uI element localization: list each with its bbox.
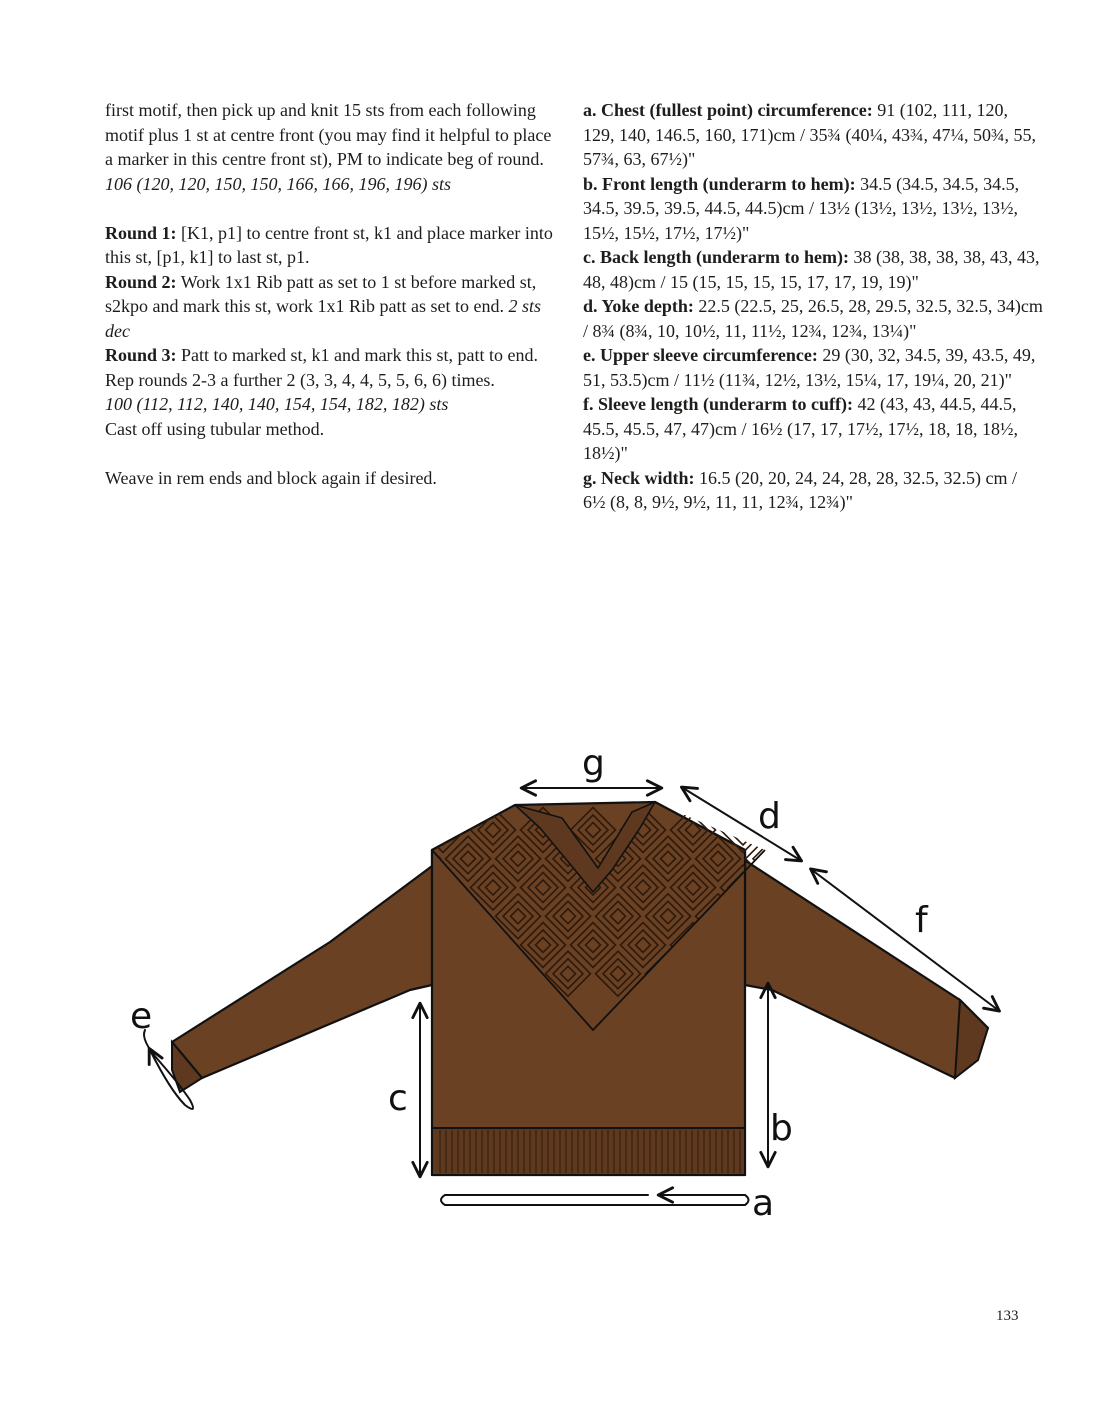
yoke-motif-ring <box>828 873 858 903</box>
measurement-d <box>583 294 1043 343</box>
yoke-motif-ring <box>936 823 951 838</box>
measurement-label: b. Front length (underarm to hem): <box>583 173 856 194</box>
yoke-motif-ring <box>311 909 326 924</box>
yoke-motif-ring <box>328 815 358 845</box>
measurement-label: d. Yoke depth: <box>583 296 694 316</box>
yoke-motif-ring <box>361 851 376 866</box>
yoke-motif-ring <box>903 844 933 874</box>
yoke-motif-ring <box>778 815 808 845</box>
round-2-text: Work 1x1 Rib patt as set to 1 st before marked st, s2kpo and mark this st, work 1x1 Rib patt as set to end. <box>105 271 537 316</box>
yoke-motif-ring <box>321 808 366 853</box>
yoke-motif-ring <box>871 808 916 853</box>
measurement-label: c. Back length (underarm to hem): <box>583 247 849 267</box>
yoke-motif-ring <box>821 808 866 853</box>
yoke-motif-ring <box>328 873 358 903</box>
weave-text: Weave in rem ends and block again if desired. <box>105 467 437 488</box>
round-2-label: Round 2: <box>105 271 177 292</box>
yoke-motif-ring <box>953 959 983 989</box>
yoke-motif-ring <box>811 851 826 866</box>
yoke-motif-ring <box>878 873 908 903</box>
yoke-motif-ring <box>911 851 926 866</box>
yoke-motif-ring <box>936 880 951 895</box>
yoke-motif-ring <box>321 865 366 910</box>
measurement-value: 22.5 (22.5, 25, 26.5, 28, 29.5, 32.5, 32.5, 34)cm / 8¾ (8¾, 10, 10½, 11, 11½, 12¾, 12¾, 13¼)" <box>583 296 1043 341</box>
measurement-value: 91 (102, 111, 120, 129, 140, 146.5, 160, 171)cm / 35¾ (40¼, 43¾, 47¼, 50¾, 55, 57¾, 63, 67½)" <box>583 100 1036 169</box>
label-c: c <box>388 1078 408 1119</box>
round-1 <box>105 221 555 270</box>
label-b: b <box>770 1108 793 1149</box>
measurement-value: 42 (43, 43, 44.5, 44.5, 45.5, 45.5, 47, 47)cm / 16½ (17, 17, 17½, 17½, 18, 18, 18½, 18½)" <box>583 394 1018 463</box>
yoke-motif-ring <box>286 823 301 838</box>
yoke-motif-ring <box>271 865 316 910</box>
round-2-note: 2 sts dec <box>105 296 541 341</box>
yoke-motif-ring <box>936 938 951 953</box>
yoke-motif-ring <box>961 909 976 924</box>
measurement-label: e. Upper sleeve circumference: <box>583 345 818 365</box>
measurement-f <box>583 392 1043 466</box>
yoke-motif-ring <box>411 851 426 866</box>
yoke-motif-ring <box>303 844 333 874</box>
yoke-motif-ring <box>896 836 941 881</box>
yoke-motif-ring <box>928 873 958 903</box>
measurement-c <box>583 245 1043 294</box>
measurement-label: f. Sleeve length (underarm to cuff): <box>583 394 853 414</box>
round-1-label: Round 1: <box>105 222 177 243</box>
round-2 <box>105 270 555 344</box>
intro-stitch-count: 106 (120, 120, 150, 150, 166, 166, 196, 196) sts <box>105 173 451 194</box>
measurement-label: g. Neck width: <box>583 467 695 488</box>
label-d: d <box>758 796 781 837</box>
yoke-motif-ring <box>278 873 308 903</box>
yoke-motif-ring <box>828 815 858 845</box>
yoke-motif-ring <box>886 938 901 953</box>
yoke-motif-ring <box>271 808 316 853</box>
yoke-motif-ring <box>286 938 301 953</box>
round-1-text: [K1, p1] to centre front st, k1 and place marker into this st, [p1, k1] to last st, p1. <box>105 222 553 267</box>
yoke-motif-ring <box>928 930 958 960</box>
repeat-text: Rep rounds 2-3 a further 2 (3, 3, 4, 4, 5, 5, 6, 6) times. <box>105 369 495 390</box>
cast-off-text: Cast off using tubular method. <box>105 418 325 439</box>
yoke-motif-ring <box>803 844 833 874</box>
arrow-a <box>441 1195 749 1205</box>
round-3-text: Patt to marked st, k1 and mark this st, patt to end. <box>181 345 538 365</box>
measurement-a <box>583 98 1043 172</box>
right-cuff <box>955 1000 988 1078</box>
yoke-motif-ring <box>878 815 908 845</box>
yoke-motif-ring <box>296 836 341 881</box>
yoke-motif-ring <box>386 823 401 838</box>
measurement-value: 16.5 (20, 20, 24, 24, 28, 28, 32.5, 32.5) cm / 6½ (8, 8, 9½, 9½, 11, 11, 12¾, 12¾)" <box>583 467 1017 512</box>
measurements-list <box>583 98 1043 515</box>
label-g: g <box>582 743 605 784</box>
measurement-value: 38 (38, 38, 38, 38, 43, 43, 48, 48)cm / 15 (15, 15, 15, 15, 17, 17, 19, 19)" <box>583 247 1040 292</box>
yoke-motif-ring <box>871 865 916 910</box>
measurement-g <box>583 466 1043 515</box>
yoke-motif-ring <box>336 880 351 895</box>
yoke-motif-ring <box>303 901 333 931</box>
yoke-motif-ring <box>786 823 801 838</box>
yoke-motif-ring <box>928 815 958 845</box>
yoke-motif-ring <box>953 844 983 874</box>
yoke-motif-ring <box>371 808 416 853</box>
yoke-motif-ring <box>311 851 326 866</box>
intro-text: first motif, then pick up and knit 15 sts from each following motif plus 1 st at centre front (you may find it helpful to place a marker in this centre front st), PM to indicate beg of round. <box>105 100 552 169</box>
yoke-motif-ring <box>836 823 851 838</box>
yoke-motif-ring <box>821 865 866 910</box>
label-e: e <box>130 996 153 1037</box>
yoke-motif-ring <box>961 851 976 866</box>
repeat-stitch-count: 100 (112, 112, 140, 140, 154, 154, 182, 182) sts <box>105 394 449 414</box>
yoke-motif-ring <box>961 966 976 981</box>
measurement-e <box>583 343 1043 392</box>
yoke-motif-ring <box>946 951 991 996</box>
page-number: 133 <box>996 1308 1019 1324</box>
label-a: a <box>752 1183 775 1224</box>
measurement-b <box>583 172 1043 246</box>
measurement-value: 29 (30, 32, 34.5, 39, 43.5, 49, 51, 53.5)cm / 11½ (11¾, 12½, 13½, 15¼, 17, 19¼, 20, 21)" <box>583 345 1036 390</box>
yoke-motif-ring <box>336 823 351 838</box>
yoke-motif-ring <box>353 844 383 874</box>
yoke-motif-ring <box>346 836 391 881</box>
yoke-motif-ring <box>436 823 451 838</box>
yoke-motif-ring <box>378 815 408 845</box>
label-f: f <box>915 900 928 941</box>
sweater-illustration <box>172 802 991 1175</box>
yoke-motif-ring <box>921 808 966 853</box>
intro-paragraph <box>105 98 555 196</box>
yoke-motif-ring <box>861 851 876 866</box>
yoke-motif-ring <box>953 901 983 931</box>
yoke-motif-ring <box>286 880 301 895</box>
measurement-value: 34.5 (34.5, 34.5, 34.5, 34.5, 39.5, 39.5, 44.5, 44.5)cm / 13½ (13½, 13½, 13½, 13½, 15½, 15½, 17½, 17½)" <box>583 173 1020 243</box>
round-3-label: Round 3: <box>105 345 177 365</box>
yoke-motif-ring <box>846 836 891 881</box>
yoke-motif-ring <box>296 894 341 939</box>
yoke-motif-ring <box>946 894 991 939</box>
yoke-motif-ring <box>946 836 991 881</box>
yoke-motif-ring <box>853 844 883 874</box>
round-3 <box>105 343 555 368</box>
yoke-motif-ring <box>886 880 901 895</box>
pattern-instructions <box>105 98 555 490</box>
yoke-motif-ring <box>886 823 901 838</box>
yoke-motif-ring <box>278 815 308 845</box>
yoke-motif-ring <box>853 901 883 931</box>
sweater-schematic <box>0 700 1107 1260</box>
yoke-motif-ring <box>278 930 308 960</box>
measurement-label: a. Chest (fullest point) circumference: <box>583 100 873 120</box>
